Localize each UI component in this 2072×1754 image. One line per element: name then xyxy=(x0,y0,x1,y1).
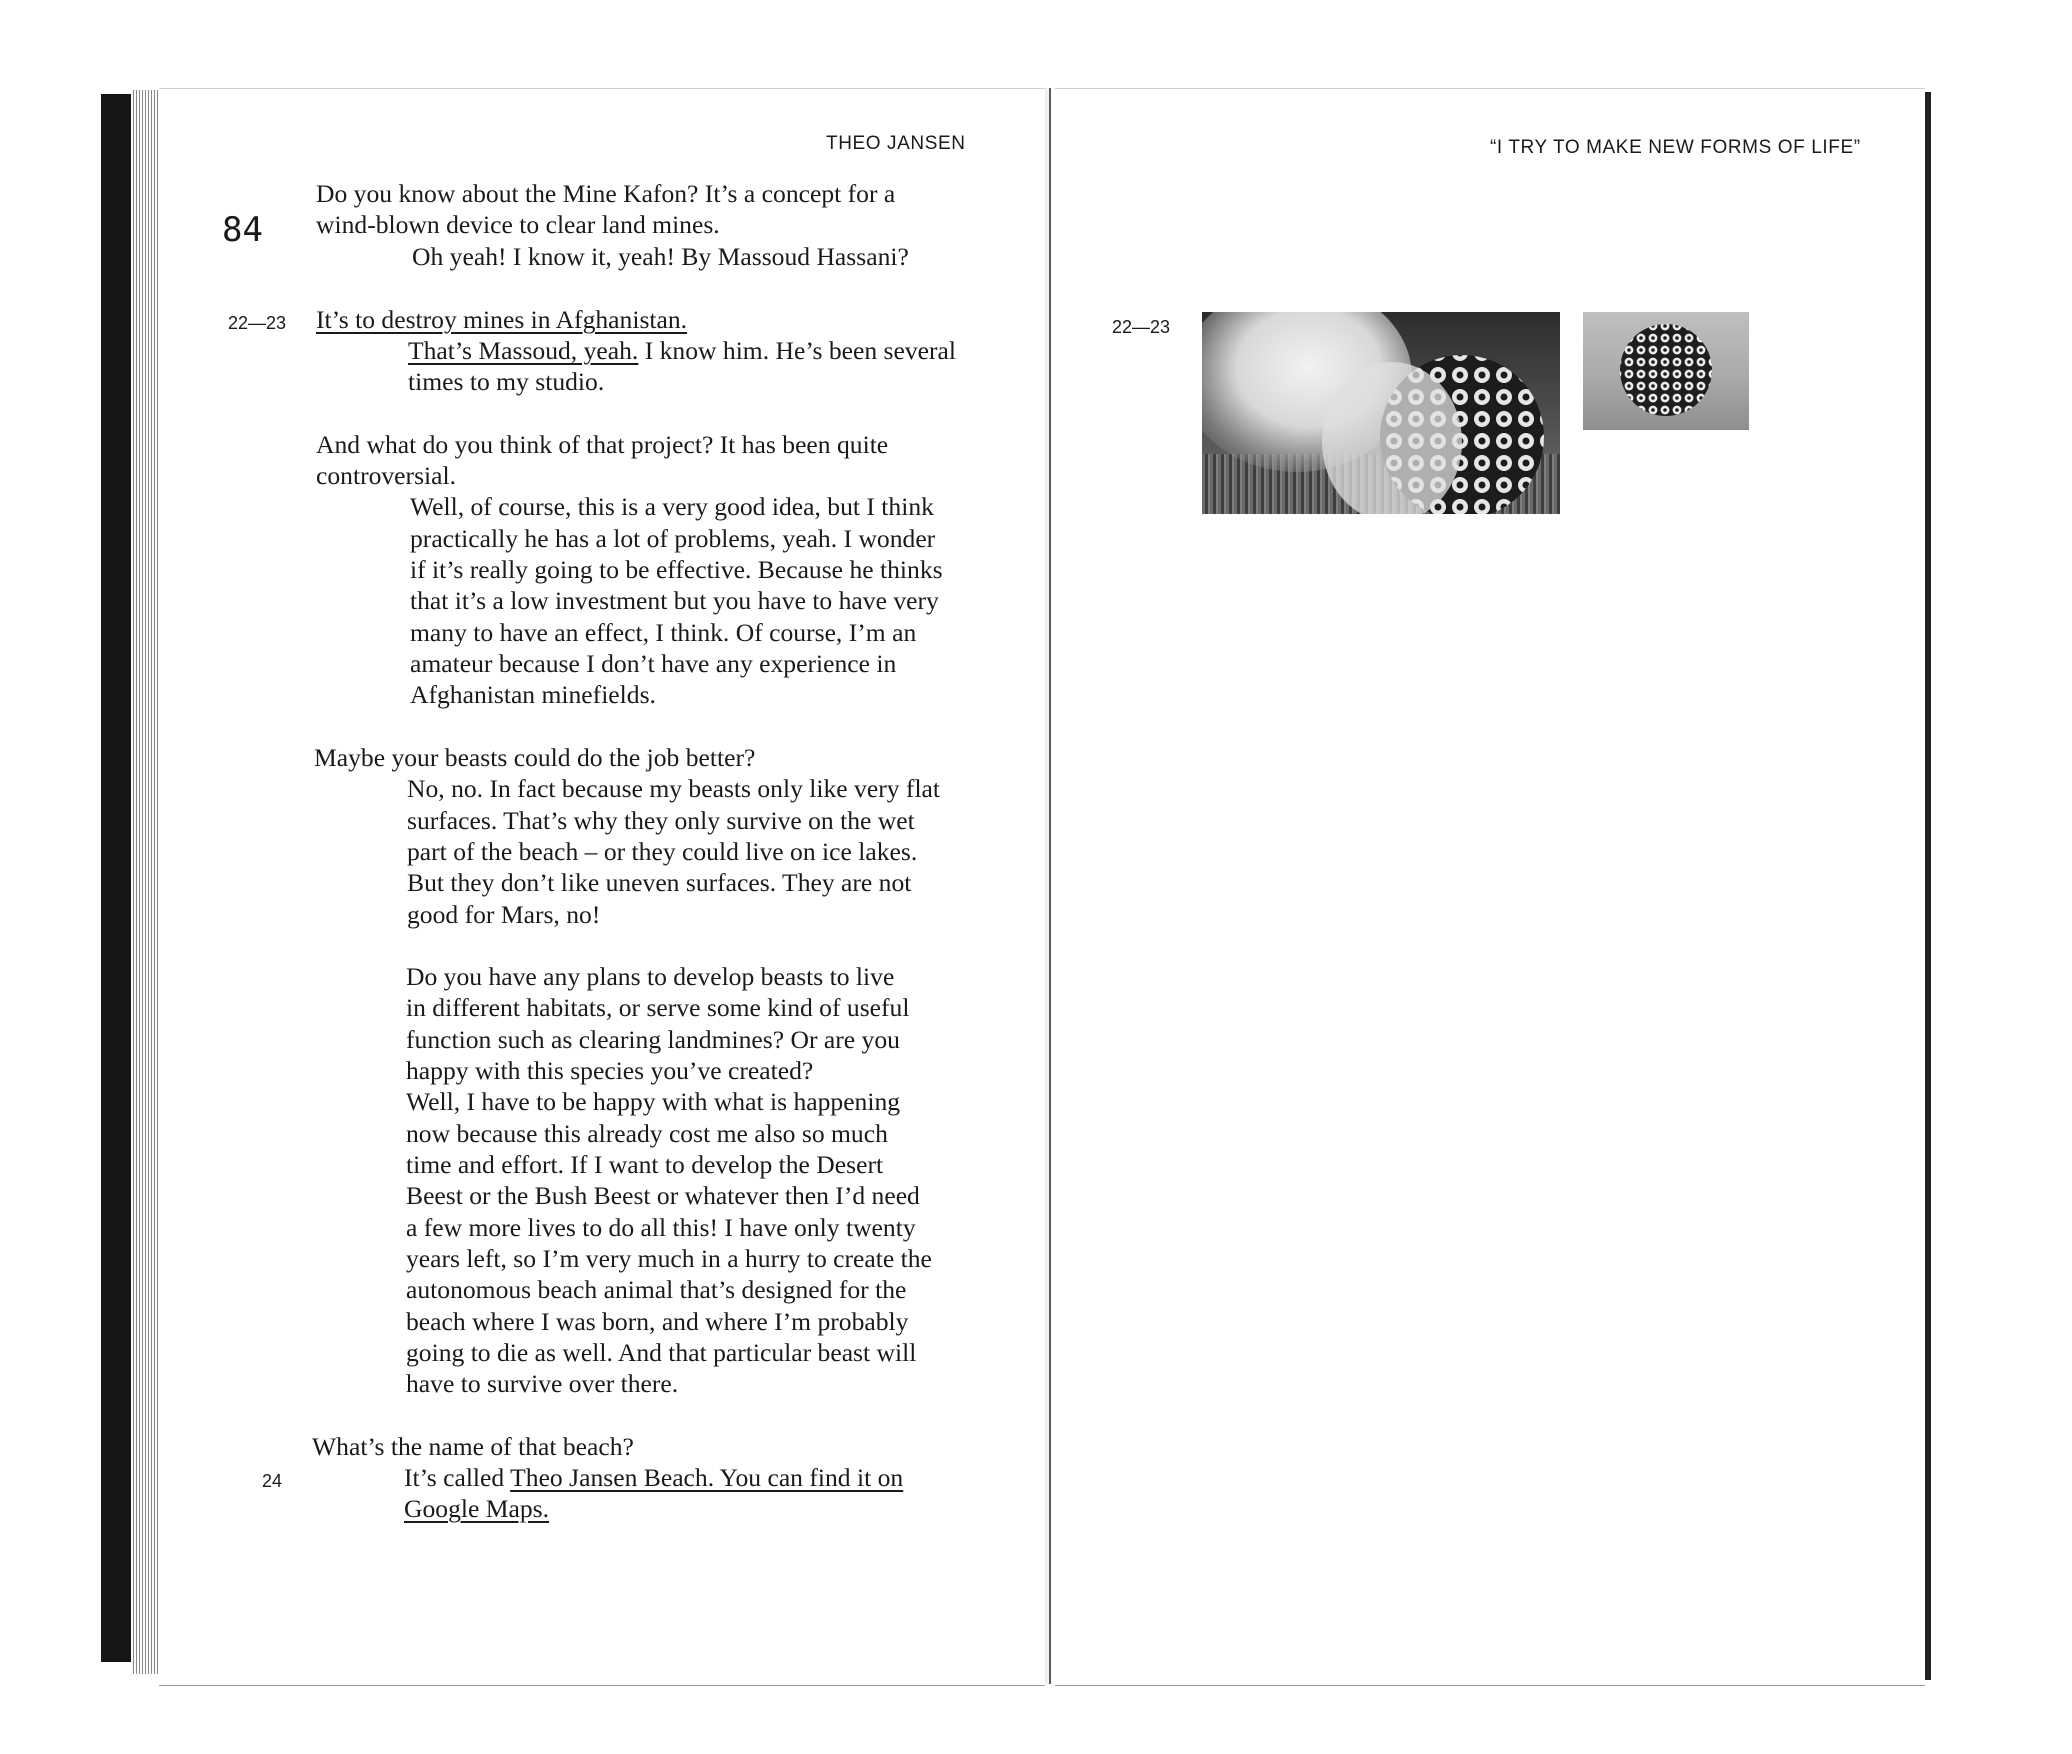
underlined-phrase: That’s Massoud, yeah. xyxy=(408,336,639,365)
answer-line: a few more lives to do all this! I have only twenty xyxy=(406,1213,916,1242)
answer-line: going to die as well. And that particular beast will xyxy=(406,1338,917,1367)
answer-line: Beest or the Bush Beest or whatever then I’d need xyxy=(406,1181,920,1210)
answer-line: But they don’t like uneven surfaces. They are not xyxy=(407,868,912,897)
question-line: What’s the name of that beach? xyxy=(312,1432,634,1461)
question-line: It’s to destroy mines in Afghanistan. xyxy=(316,305,688,334)
running-header-left: THEO JANSEN xyxy=(826,133,966,154)
question-line: Maybe your beasts could do the job better? xyxy=(314,743,756,772)
question-line: Do you know about the Mine Kafon? It’s a concept for a xyxy=(316,179,896,208)
question-line: happy with this species you’ve created? xyxy=(406,1056,814,1085)
page-number: 84 xyxy=(222,210,263,250)
answer-line: that it’s a low investment but you have to have very xyxy=(410,586,939,615)
gutter-line xyxy=(1049,88,1051,1684)
answer-line: part of the beach – or they could live on ice lakes. xyxy=(407,837,918,866)
answer-line: Well, of course, this is a very good idea, but I think xyxy=(410,492,934,521)
answer-line: times to my studio. xyxy=(408,367,605,396)
answer-line: Well, I have to be happy with what is happening xyxy=(406,1087,901,1116)
answer-line: No, no. In fact because my beasts only like very flat xyxy=(407,774,941,803)
answer-text: It’s called xyxy=(404,1463,511,1492)
answer-text: I know him. He’s been several xyxy=(638,336,957,365)
answer-line: good for Mars, no! xyxy=(407,900,601,929)
question-line: in different habitats, or serve some kind of useful xyxy=(406,993,910,1022)
cross-reference: 22—23 xyxy=(228,313,287,333)
running-header-right: “I TRY TO MAKE NEW FORMS OF LIFE” xyxy=(1490,137,1861,158)
answer-line: Afghanistan minefields. xyxy=(410,680,656,709)
answer-line: time and effort. If I want to develop the Desert xyxy=(406,1150,884,1179)
sculpture-photo-small xyxy=(1583,312,1749,430)
answer-line xyxy=(404,1462,903,1493)
answer-line: have to survive over there. xyxy=(406,1369,679,1398)
answer-line: amateur because I don’t have any experience in xyxy=(410,649,897,678)
answer-line: years left, so I’m very much in a hurry to create the xyxy=(406,1244,932,1273)
answer-line: Oh yeah! I know it, yeah! By Massoud Hassani? xyxy=(412,242,909,271)
question-line: And what do you think of that project? It has been quite xyxy=(316,430,889,459)
answer-line: many to have an effect, I think. Of course, I’m an xyxy=(410,618,917,647)
underlined-phrase: Theo Jansen Beach. You can find it on xyxy=(510,1463,904,1492)
answer-line: autonomous beach animal that’s designed for the xyxy=(406,1275,907,1304)
spine-edge xyxy=(101,94,131,1662)
question-line: function such as clearing landmines? Or are you xyxy=(406,1025,900,1054)
spherical-sculpture-image xyxy=(1317,342,1560,514)
spherical-sculpture-image xyxy=(1611,320,1721,430)
answer-line xyxy=(408,335,956,366)
answer-line: Google Maps. xyxy=(404,1494,550,1523)
right-page-edge xyxy=(1925,92,1931,1680)
question-line: controversial. xyxy=(316,461,457,490)
answer-line: surfaces. That’s why they only survive on the wet xyxy=(407,806,915,835)
answer-line: practically he has a lot of problems, yeah. I wonder xyxy=(410,524,936,553)
cross-reference: 24 xyxy=(262,1471,283,1491)
answer-line: now because this already cost me also so much xyxy=(406,1119,888,1148)
question-line: Do you have any plans to develop beasts to live xyxy=(406,962,895,991)
page-edges xyxy=(131,90,159,1674)
answer-line: beach where I was born, and where I’m probably xyxy=(406,1307,909,1336)
sculpture-photo-large xyxy=(1202,312,1560,514)
question-line: wind-blown device to clear land mines. xyxy=(316,210,720,239)
cross-reference: 22—23 xyxy=(1112,317,1171,337)
answer-line: if it’s really going to be effective. Because he thinks xyxy=(410,555,943,584)
